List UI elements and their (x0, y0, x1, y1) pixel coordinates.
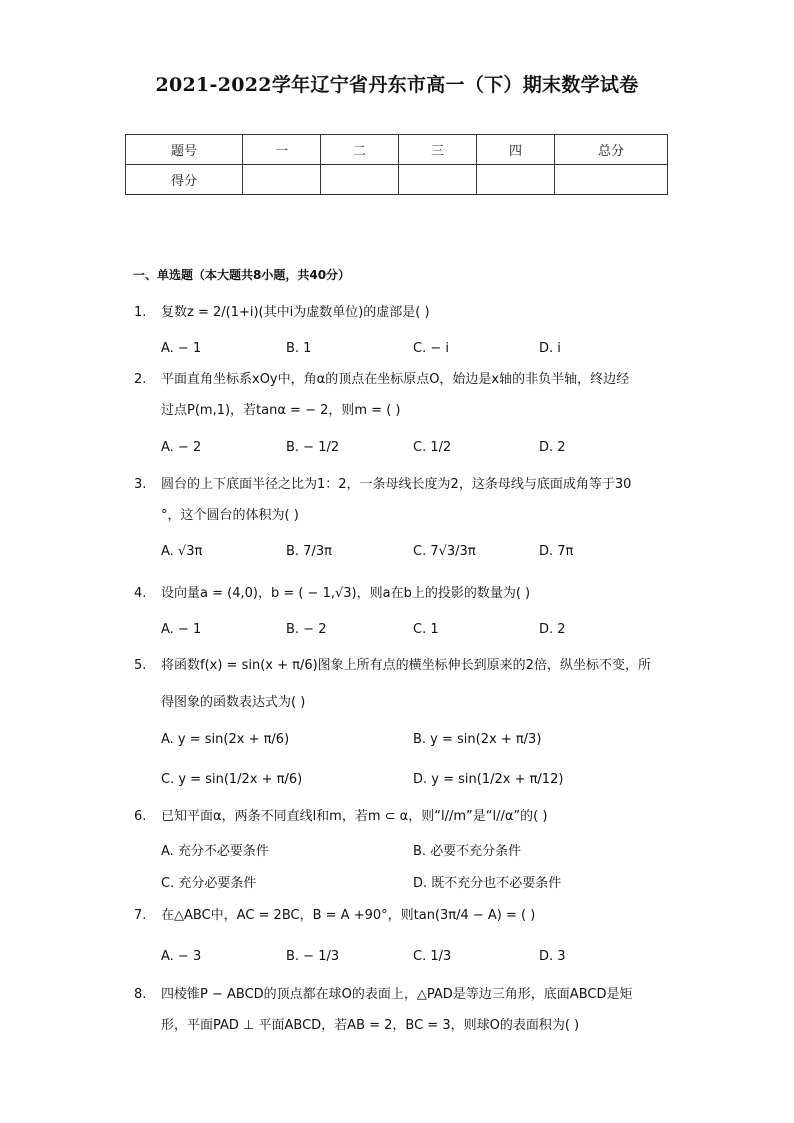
option-a: A. − 2 (161, 440, 202, 455)
option-d: D. i (539, 341, 561, 356)
score-cell (477, 165, 555, 195)
question-number: 5. (134, 658, 147, 673)
score-cell (399, 165, 477, 195)
score-header-cell: 一 (243, 135, 321, 165)
option-d: D. 2 (539, 440, 566, 455)
option-b: B. − 2 (286, 622, 327, 637)
score-header-cell: 题号 (126, 135, 243, 165)
score-table-row (126, 165, 668, 195)
option-b: B. y = sin(2x + π/3) (413, 732, 542, 747)
score-table (125, 134, 668, 195)
score-cell (555, 165, 668, 195)
option-b: B. 必要不充分条件 (413, 844, 522, 859)
option-c: C. 充分必要条件 (161, 876, 257, 891)
question-number: 3. (134, 477, 147, 492)
question-text: 设向量a = (4,0)，b = ( − 1,√3)，则a在b上的投影的数量为( ) (161, 586, 531, 601)
score-header-cell: 二 (321, 135, 399, 165)
section-heading: 一、单选题（本大题共8小题，共40分） (133, 268, 351, 282)
question-number: 4. (134, 586, 147, 601)
exam-title: 2021-2022学年辽宁省丹东市高一（下）期末数学试卷 (155, 74, 639, 96)
question-number: 1. (134, 305, 147, 320)
option-b: B. 7/3π (286, 544, 332, 559)
option-d: D. y = sin(1/2x + π/12) (413, 772, 564, 787)
score-header-cell: 四 (477, 135, 555, 165)
option-c: C. − i (413, 341, 449, 356)
option-b: B. − 1/2 (286, 440, 340, 455)
option-c: C. 7√3/3π (413, 544, 476, 559)
option-a: A. 充分不必要条件 (161, 844, 269, 859)
question-text: 平面直角坐标系xOy中，角α的顶点在坐标原点O，始边是x轴的非负半轴，终边经 (161, 372, 630, 387)
score-header-cell: 总分 (555, 135, 668, 165)
question-number: 2. (134, 372, 147, 387)
option-b: B. 1 (286, 341, 312, 356)
question-text: 复数z = 2/(1+i)(其中i为虚数单位)的虚部是( ) (161, 305, 430, 320)
score-header-cell: 三 (399, 135, 477, 165)
option-c: C. 1/3 (413, 949, 452, 964)
option-a: A. − 3 (161, 949, 202, 964)
question-text: 在△ABC中，AC = 2BC，B = A +90°，则tan(3π/4 − A) = ( ) (161, 908, 536, 923)
question-number: 7. (134, 908, 147, 923)
score-cell (243, 165, 321, 195)
question-text: °，这个圆台的体积为( ) (161, 508, 299, 523)
question-number: 6. (134, 809, 147, 824)
option-b: B. − 1/3 (286, 949, 340, 964)
option-a: A. − 1 (161, 622, 202, 637)
question-text: 将函数f(x) = sin(x + π/6)图象上所有点的横坐标伸长到原来的2倍，纵坐标不变，所 (161, 658, 651, 673)
option-d: D. 2 (539, 622, 566, 637)
option-c: C. 1 (413, 622, 439, 637)
option-d: D. 3 (539, 949, 566, 964)
option-d: D. 既不充分也不必要条件 (413, 876, 562, 891)
option-a: A. y = sin(2x + π/6) (161, 732, 290, 747)
question-text: 过点P(m,1)，若tanα = − 2，则m = ( ) (161, 403, 401, 418)
option-a: A. − 1 (161, 341, 202, 356)
score-cell (321, 165, 399, 195)
option-c: C. 1/2 (413, 440, 452, 455)
question-text: 圆台的上下底面半径之比为1：2，一条母线长度为2，这条母线与底面成角等于30 (161, 477, 632, 492)
score-row-label: 得分 (126, 165, 243, 195)
option-d: D. 7π (539, 544, 574, 559)
question-text: 形，平面PAD ⊥ 平面ABCD，若AB = 2，BC = 3，则球O的表面积为( ) (161, 1018, 580, 1033)
question-number: 8. (134, 987, 147, 1002)
option-c: C. y = sin(1/2x + π/6) (161, 772, 303, 787)
question-text: 已知平面α，两条不同直线l和m，若m ⊂ α，则“l//m”是“l//α”的( ) (161, 809, 548, 824)
option-a: A. √3π (161, 544, 203, 559)
question-text: 得图象的函数表达式为( ) (161, 695, 306, 710)
question-text: 四棱锥P − ABCD的顶点都在球O的表面上，△PAD是等边三角形，底面ABCD是矩 (161, 987, 633, 1002)
score-table-header-row (126, 135, 668, 165)
